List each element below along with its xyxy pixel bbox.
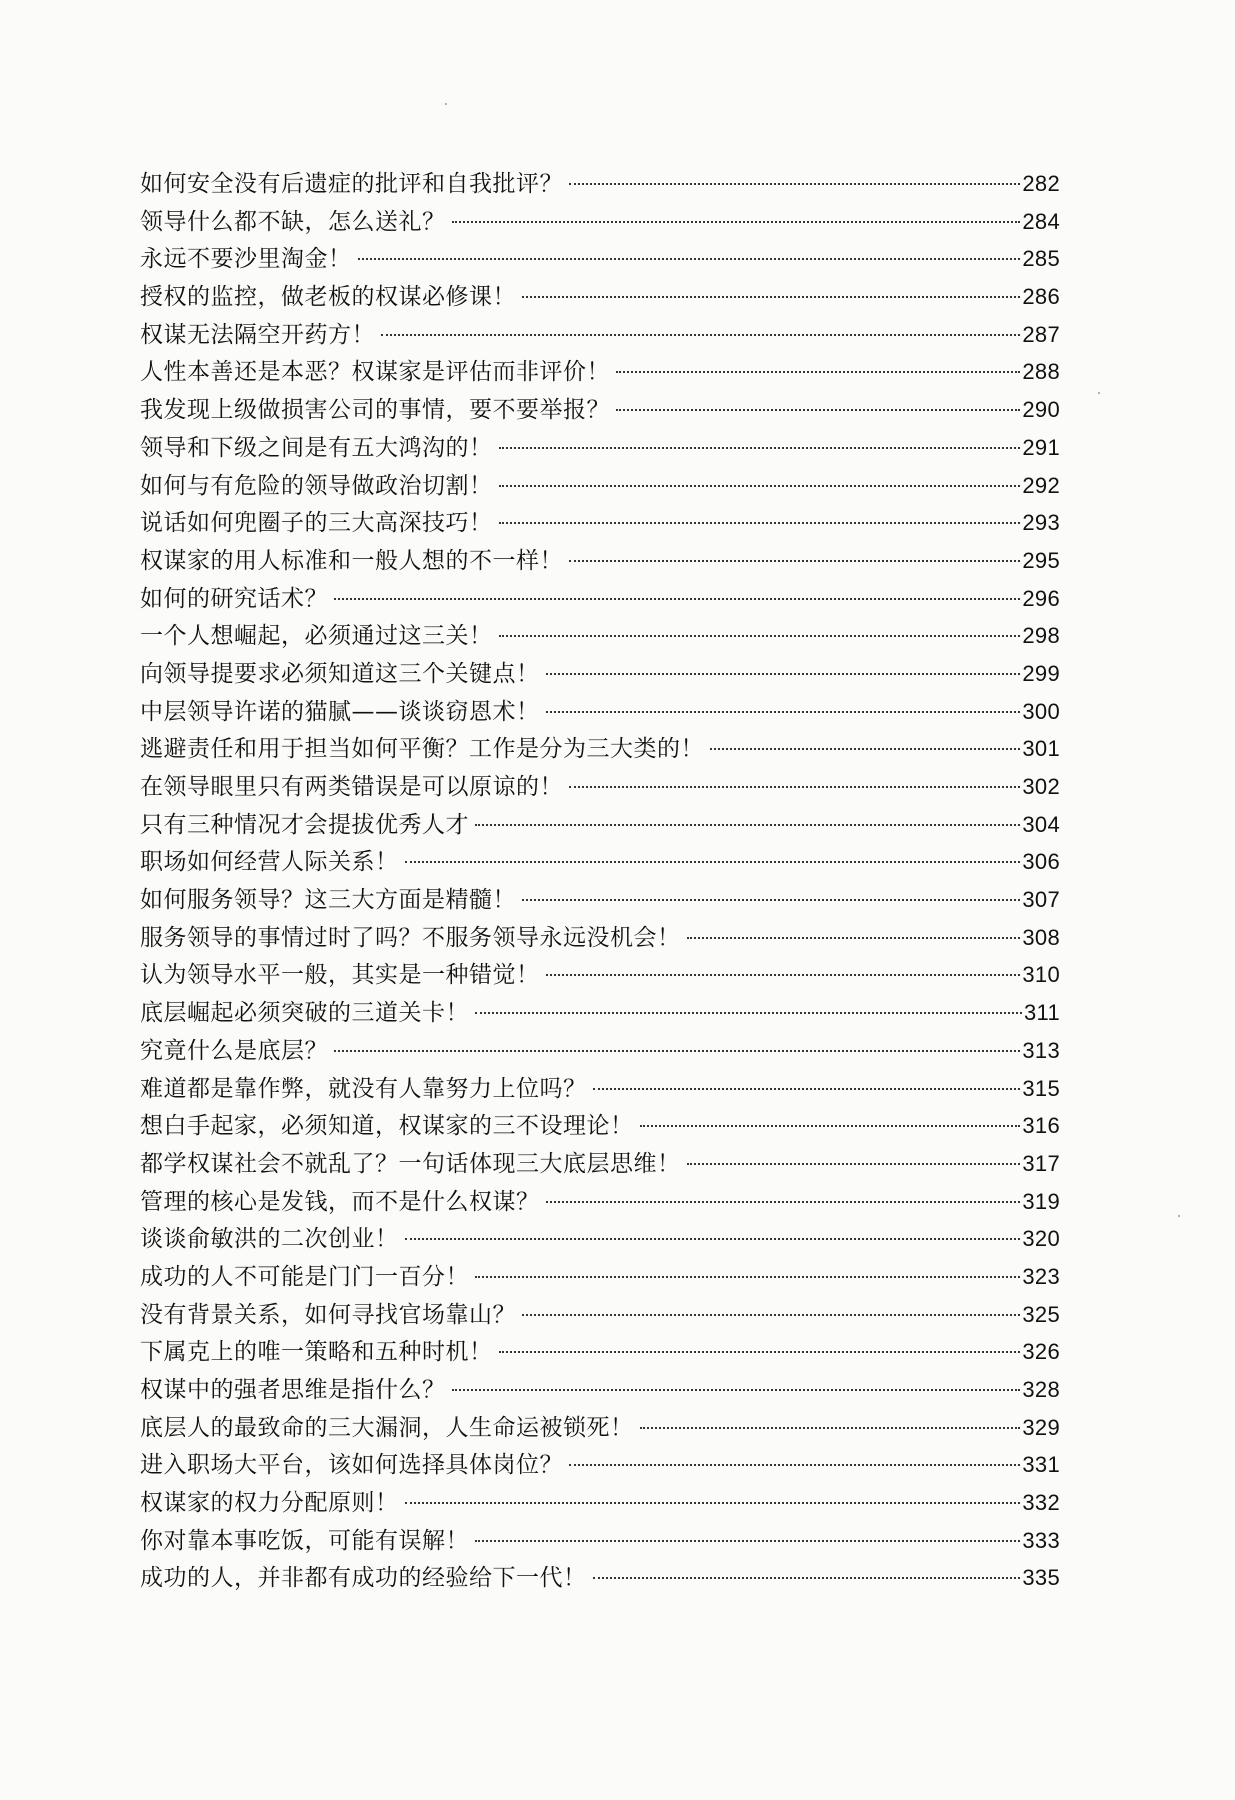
- toc-entry-page-number: 326: [1022, 1339, 1060, 1365]
- toc-entry-title: 授权的监控，做老板的权谋必修课！: [140, 284, 516, 311]
- toc-entry: [140, 956, 1060, 994]
- toc-entry: [140, 316, 1060, 354]
- toc-entry-title: 在领导眼里只有两类错误是可以原谅的！: [140, 774, 563, 800]
- toc-entry: [140, 429, 1060, 467]
- toc-entry: [140, 617, 1060, 655]
- toc-entry: [140, 768, 1060, 806]
- toc-entry-title: 底层崛起必须突破的三道关卡！: [140, 1000, 469, 1027]
- toc-entry: [140, 542, 1060, 580]
- dot-leader: [499, 522, 1021, 524]
- toc-entry-page-number: 287: [1022, 321, 1060, 347]
- dot-leader: [405, 1502, 1021, 1504]
- toc-entry: [140, 580, 1060, 618]
- toc-entry-page-number: 285: [1022, 246, 1060, 272]
- toc-entry: [140, 1522, 1060, 1560]
- dot-leader: [546, 974, 1021, 976]
- dot-leader: [640, 1427, 1021, 1429]
- toc-entry-page-number: 307: [1022, 887, 1060, 913]
- toc-entry: [140, 843, 1060, 881]
- scan-speck: [1098, 392, 1100, 394]
- toc-entry-page-number: 292: [1022, 472, 1060, 498]
- dot-leader: [710, 748, 1020, 750]
- dot-leader: [522, 1314, 1020, 1316]
- toc-entry: [140, 1296, 1060, 1334]
- dot-leader: [334, 598, 1020, 600]
- toc-entry-title: 认为领导水平一般，其实是一种错觉！: [140, 962, 540, 989]
- toc-entry-page-number: 332: [1022, 1490, 1060, 1516]
- toc-entry-page-number: 291: [1022, 434, 1060, 460]
- toc-entry-page-number: 293: [1022, 510, 1060, 536]
- toc-entry-title: 说话如何兜圈子的三大高深技巧！: [140, 510, 493, 537]
- toc-entry-title: 权谋无法隔空开药方！: [140, 321, 375, 348]
- dot-leader: [546, 1201, 1021, 1203]
- toc-entry-title: 我发现上级做损害公司的事情，要不要举报？: [140, 397, 610, 424]
- toc-entry-page-number: 295: [1022, 547, 1060, 573]
- toc-entry: [140, 994, 1060, 1032]
- toc-entry-page-number: 308: [1022, 924, 1060, 950]
- dot-leader: [569, 786, 1020, 788]
- toc-entry: [140, 1409, 1060, 1447]
- toc-entry-title: 服务领导的事情过时了吗？不服务领导永远没机会！: [140, 924, 681, 951]
- toc-entry-title: 下属克上的唯一策略和五种时机！: [140, 1339, 493, 1366]
- toc-entry-page-number: 286: [1022, 284, 1060, 310]
- toc-entry: [140, 278, 1060, 316]
- toc-entry: [140, 391, 1060, 429]
- toc-entry: [140, 1070, 1060, 1108]
- dot-leader: [381, 334, 1020, 336]
- toc-entry-title: 职场如何经营人际关系！: [140, 849, 399, 876]
- toc-entry-page-number: 299: [1022, 660, 1060, 686]
- toc-entry-page-number: 282: [1022, 171, 1060, 196]
- toc-entry: [140, 881, 1060, 919]
- toc-entry-page-number: 315: [1022, 1075, 1060, 1101]
- toc-entry-title: 人性本善还是本恶？权谋家是评估而非评价！: [140, 359, 610, 386]
- toc-entry-page-number: 298: [1022, 623, 1060, 649]
- dot-leader: [616, 409, 1020, 411]
- toc-entry-page-number: 333: [1022, 1527, 1060, 1553]
- dot-leader: [569, 183, 1020, 185]
- toc-entry: [140, 1032, 1060, 1070]
- toc-entry-title: 谈谈俞敏洪的二次创业！: [140, 1226, 399, 1253]
- toc-entry-title: 底层人的最致命的三大漏洞，人生命运被锁死！: [140, 1414, 634, 1441]
- toc-entry-title: 领导什么都不缺，怎么送礼？: [140, 208, 446, 235]
- toc-entry-title: 如何安全没有后遗症的批评和自我批评？: [140, 171, 563, 197]
- dot-leader: [546, 673, 1021, 675]
- toc-entry-title: 进入职场大平台，该如何选择具体岗位？: [140, 1452, 563, 1479]
- toc-entry-title: 权谋中的强者思维是指什么？: [140, 1377, 446, 1403]
- toc-entry-title: 难道都是靠作弊，就没有人靠努力上位吗？: [140, 1075, 587, 1102]
- dot-leader: [569, 1464, 1020, 1466]
- toc-entry: [140, 1484, 1060, 1522]
- dot-leader: [499, 635, 1021, 637]
- toc-entry: [140, 1446, 1060, 1484]
- dot-leader: [405, 861, 1021, 863]
- toc-entry-title: 只有三种情况才会提拔优秀人才: [140, 811, 469, 838]
- toc-entry: [140, 1559, 1060, 1597]
- toc-entry: [140, 1258, 1060, 1296]
- toc-entry: [140, 203, 1060, 241]
- toc-entry-title: 权谋家的权力分配原则！: [140, 1490, 399, 1517]
- dot-leader: [358, 258, 1021, 260]
- toc-entry-page-number: 317: [1022, 1150, 1060, 1176]
- dot-leader: [499, 447, 1021, 449]
- toc-entry-title: 如何服务领导？这三大方面是精髓！: [140, 887, 516, 914]
- toc-entry-page-number: 302: [1022, 774, 1060, 799]
- toc-entry-page-number: 301: [1022, 736, 1060, 762]
- dot-leader: [546, 711, 1021, 713]
- toc-entry-page-number: 284: [1022, 208, 1060, 234]
- toc-entry-title: 领导和下级之间是有五大鸿沟的！: [140, 434, 493, 461]
- toc-entry: [140, 467, 1060, 505]
- dot-leader: [569, 560, 1020, 562]
- dot-leader: [452, 1389, 1021, 1391]
- dot-leader: [640, 1125, 1021, 1127]
- toc-entry-page-number: 296: [1022, 585, 1060, 611]
- toc-entry-title: 权谋家的用人标准和一般人想的不一样！: [140, 547, 563, 574]
- toc-entry-title: 如何与有危险的领导做政治切割！: [140, 472, 493, 499]
- dot-leader: [687, 937, 1021, 939]
- toc-entry: [140, 693, 1060, 731]
- toc-entry-title: 一个人想崛起，必须通过这三关！: [140, 623, 493, 650]
- toc-entry: [140, 165, 1060, 203]
- toc-entry: [140, 1333, 1060, 1371]
- toc-entry: [140, 1183, 1060, 1221]
- toc-entry-title: 你对靠本事吃饭，可能有误解！: [140, 1527, 469, 1554]
- dot-leader: [475, 1540, 1020, 1542]
- toc-entry: [140, 1371, 1060, 1409]
- dot-leader: [475, 1012, 1022, 1014]
- dot-leader: [522, 296, 1020, 298]
- toc-entry: [140, 240, 1060, 278]
- dot-leader: [405, 1238, 1021, 1240]
- toc-entry: [140, 1220, 1060, 1258]
- toc-entry-title: 永远不要沙里淘金！: [140, 246, 352, 273]
- toc-entry-title: 成功的人，并非都有成功的经验给下一代！: [140, 1565, 587, 1592]
- toc-entry-page-number: 319: [1022, 1188, 1060, 1214]
- scan-speck: [445, 103, 447, 105]
- table-of-contents: [140, 165, 1060, 1597]
- toc-entry-title: 都学权谋社会不就乱了？一句话体现三大底层思维！: [140, 1150, 681, 1177]
- dot-leader: [475, 824, 1020, 826]
- toc-entry-page-number: 310: [1022, 962, 1060, 988]
- toc-entry: [140, 919, 1060, 957]
- toc-entry-page-number: 325: [1022, 1301, 1060, 1327]
- dot-leader: [475, 1276, 1020, 1278]
- toc-entry: [140, 1107, 1060, 1145]
- dot-leader: [499, 485, 1021, 487]
- toc-entry-page-number: 329: [1022, 1414, 1060, 1440]
- toc-entry-page-number: 316: [1022, 1113, 1060, 1139]
- toc-entry: [140, 1145, 1060, 1183]
- toc-entry-title: 中层领导许诺的猫腻——谈谈窃恩术！: [140, 698, 540, 725]
- toc-entry: [140, 655, 1060, 693]
- toc-entry-title: 向领导提要求必须知道这三个关键点！: [140, 660, 540, 687]
- toc-entry-page-number: 300: [1022, 698, 1060, 724]
- dot-leader: [452, 221, 1021, 223]
- toc-entry-title: 没有背景关系，如何寻找官场靠山？: [140, 1301, 516, 1328]
- toc-entry-title: 想白手起家，必须知道，权谋家的三不设理论！: [140, 1113, 634, 1140]
- toc-entry-page-number: 331: [1022, 1452, 1060, 1478]
- dot-leader: [499, 1351, 1021, 1353]
- toc-entry-page-number: 313: [1022, 1037, 1060, 1063]
- toc-entry: [140, 730, 1060, 768]
- toc-entry-page-number: 306: [1022, 849, 1060, 875]
- toc-entry: [140, 504, 1060, 542]
- toc-entry-title: 逃避责任和用于担当如何平衡？工作是分为三大类的！: [140, 736, 704, 763]
- toc-entry-page-number: 311: [1024, 1000, 1060, 1026]
- dot-leader: [616, 371, 1020, 373]
- toc-entry-page-number: 304: [1022, 811, 1060, 837]
- scan-speck: [1178, 1215, 1180, 1217]
- toc-entry-page-number: 290: [1022, 397, 1060, 423]
- toc-entry-page-number: 288: [1022, 359, 1060, 385]
- dot-leader: [593, 1577, 1021, 1579]
- toc-entry-title: 究竟什么是底层？: [140, 1037, 328, 1064]
- toc-entry: [140, 806, 1060, 844]
- dot-leader: [687, 1163, 1021, 1165]
- toc-entry-page-number: 335: [1022, 1565, 1060, 1591]
- toc-entry: [140, 353, 1060, 391]
- dot-leader: [593, 1088, 1021, 1090]
- toc-entry-title: 成功的人不可能是门门一百分！: [140, 1263, 469, 1290]
- toc-entry-title: 管理的核心是发钱，而不是什么权谋？: [140, 1188, 540, 1215]
- toc-entry-page-number: 323: [1022, 1263, 1060, 1289]
- toc-entry-page-number: 320: [1022, 1226, 1060, 1252]
- dot-leader: [334, 1050, 1020, 1052]
- dot-leader: [522, 899, 1020, 901]
- toc-entry-title: 如何的研究话术？: [140, 585, 328, 612]
- toc-entry-page-number: 328: [1022, 1377, 1060, 1402]
